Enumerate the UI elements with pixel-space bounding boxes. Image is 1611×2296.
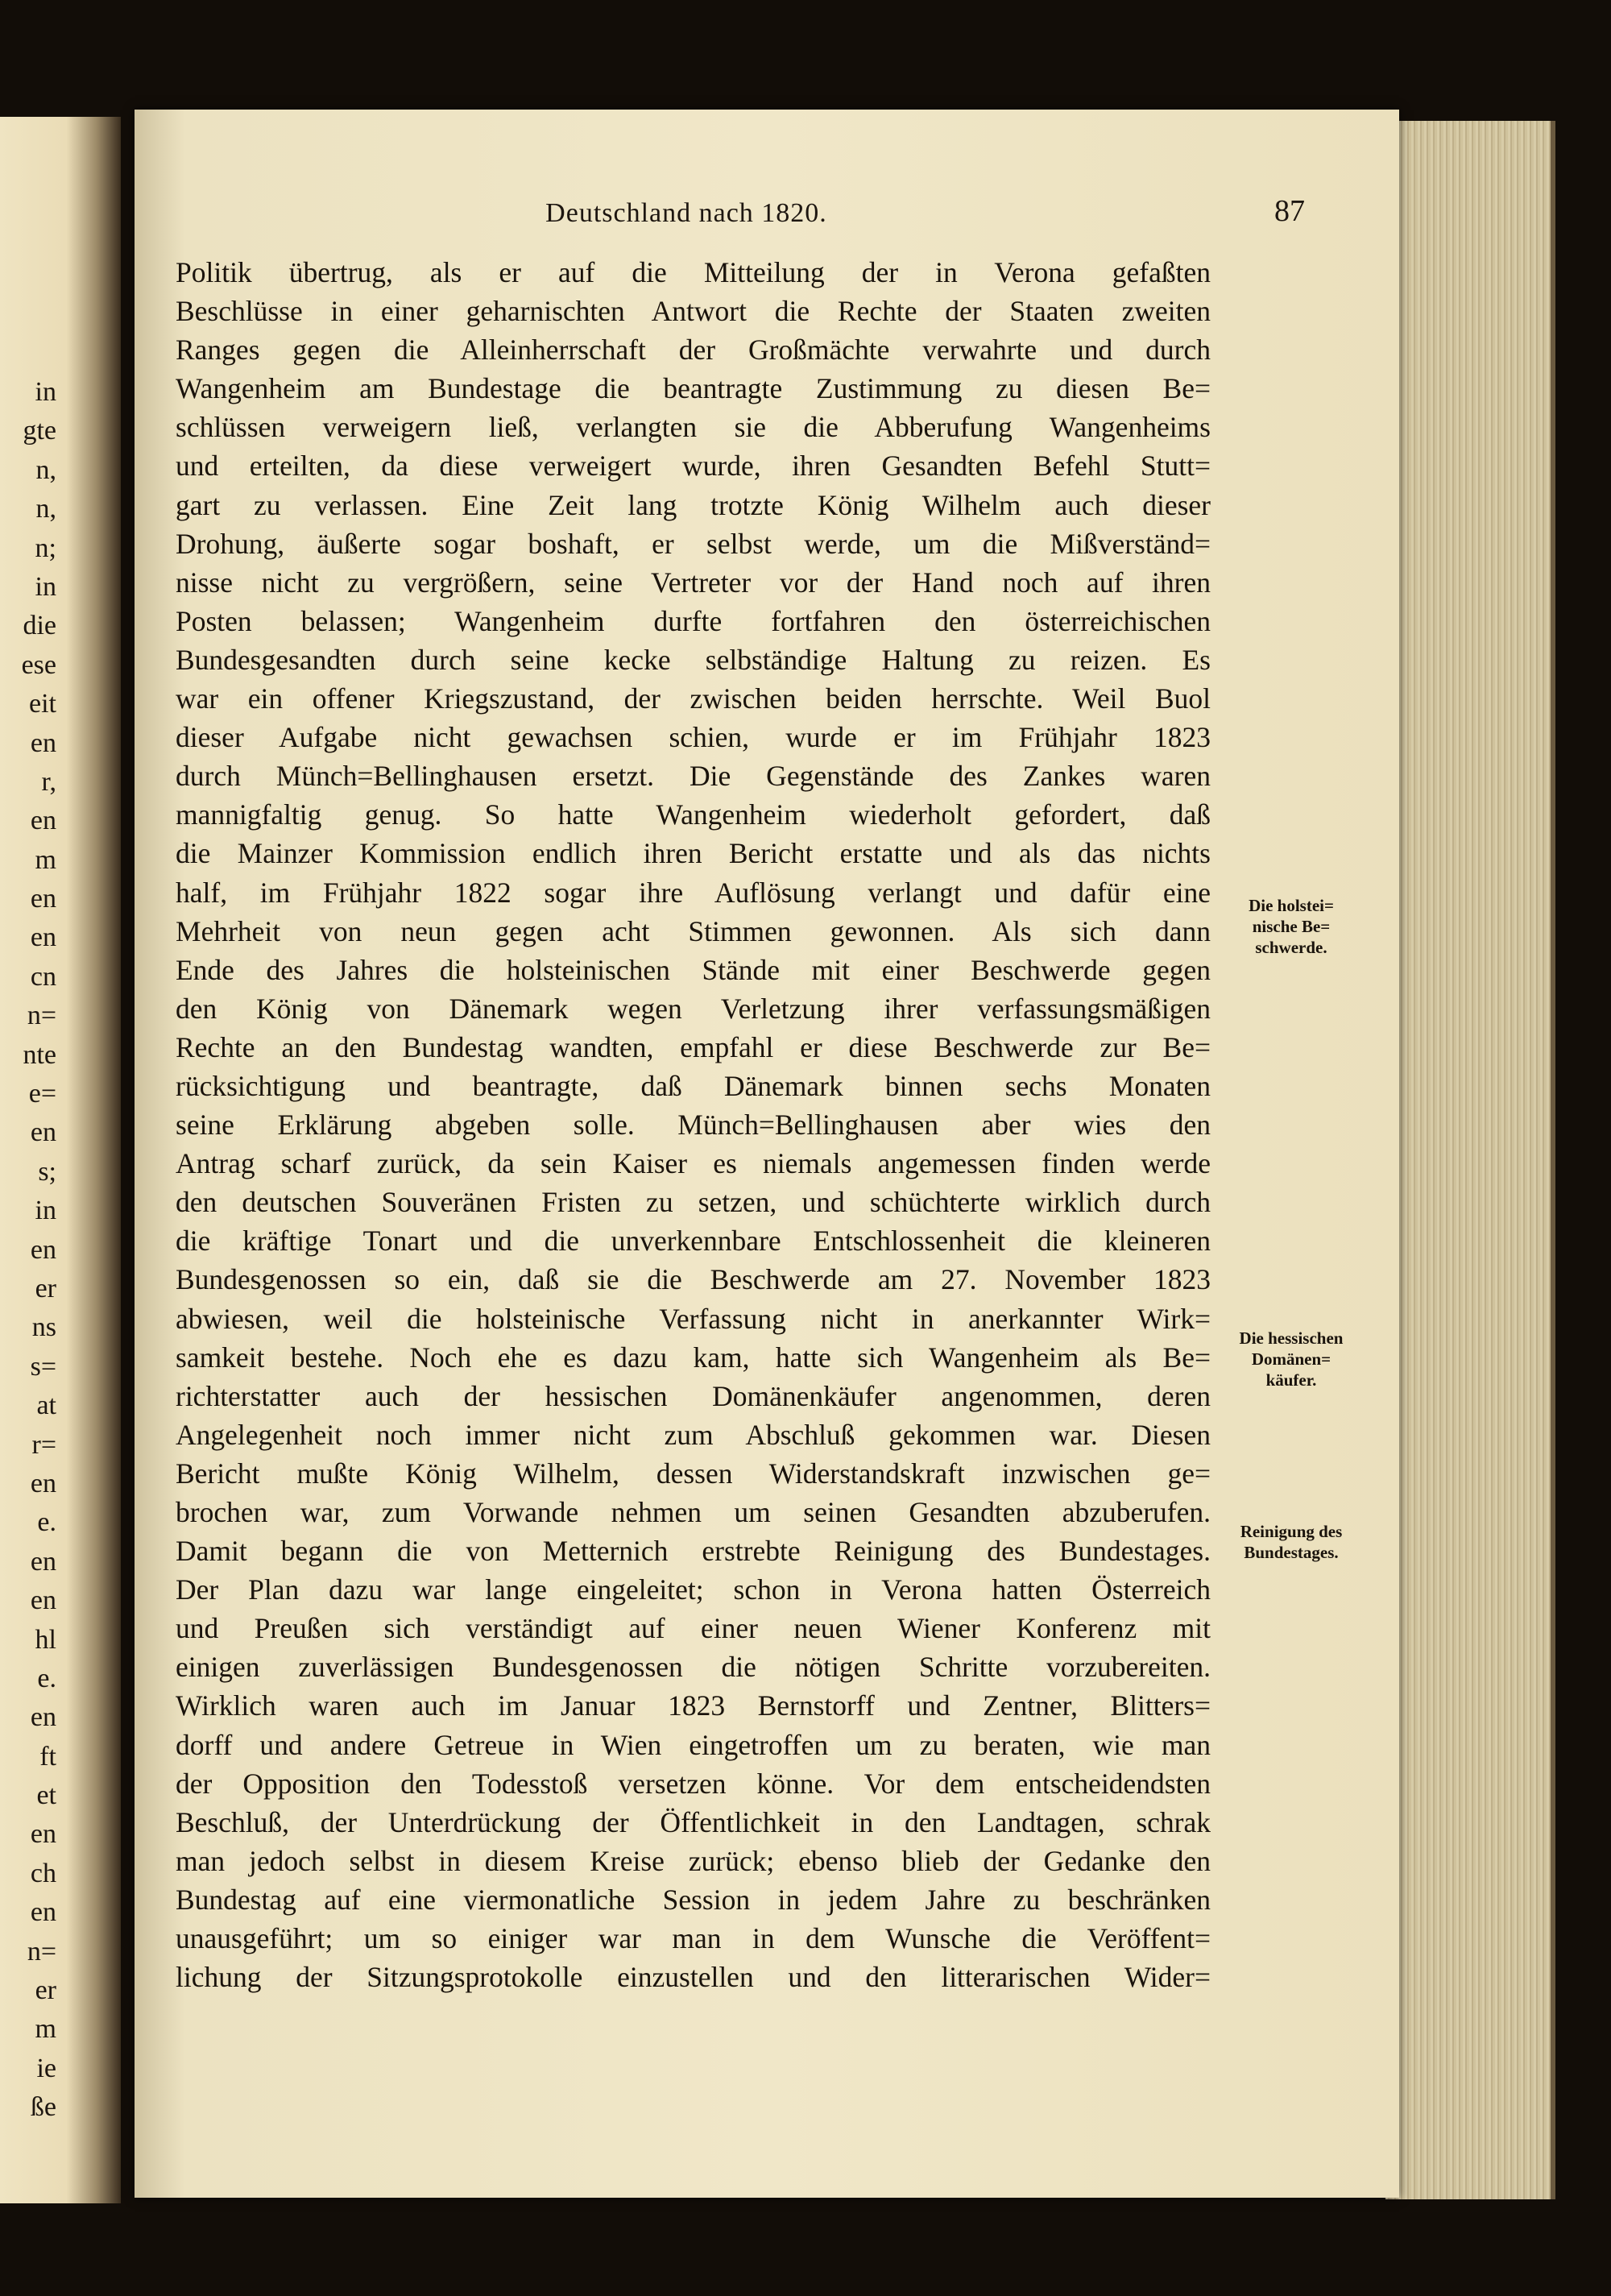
text-line: Der Plan dazu war lange eingeleitet; schon in Verona hatten Österreich	[176, 1573, 1211, 1606]
margin-note-line: Reinigung des	[1240, 1522, 1343, 1541]
text-line: Drohung, äußerte sogar boshaft, er selbst werde, um die Mißverständ=	[176, 527, 1211, 560]
left-fragment-line: eit	[29, 689, 56, 719]
margin-note-bundestag	[1223, 1521, 1360, 1563]
text-line: Bundesgesandten durch seine kecke selbständige Haltung zu reizen. Es	[176, 643, 1211, 676]
text-line: lichung der Sitzungsprotokolle einzustellen und den litterarischen Wider=	[176, 1961, 1211, 1994]
left-fragment-line: en	[30, 922, 56, 953]
body-text	[176, 253, 1211, 1996]
left-fragment-line: en	[30, 1546, 56, 1577]
left-fragment-line: in	[35, 1196, 56, 1226]
left-fragment-line: e=	[28, 1079, 56, 1109]
left-fragment-line: en	[30, 884, 56, 914]
text-line: gart zu verlassen. Eine Zeit lang trotzte König Wilhelm auch dieser	[176, 488, 1211, 521]
left-fragment-line: m	[35, 2014, 56, 2045]
left-fragment-line: en	[30, 806, 56, 836]
text-line: dorff und andere Getreue in Wien eingetroffen um zu beraten, wie man	[176, 1728, 1211, 1761]
text-line: den deutschen Souveränen Fristen zu setzen, und schüchterte wirklich durch	[176, 1186, 1211, 1219]
left-fragment-line: ch	[30, 1858, 56, 1888]
margin-note-line: Die holstei=	[1249, 896, 1334, 915]
text-line: brochen war, zum Vorwande nehmen um seinen Gesandten abzuberufen.	[176, 1496, 1211, 1528]
margin-note-line: Domänen=	[1251, 1349, 1331, 1369]
text-line: man jedoch selbst in diesem Kreise zurück; ebenso blieb der Gedanke den	[176, 1844, 1211, 1877]
left-fragment-line: en	[30, 1819, 56, 1850]
left-fragment-line: en	[30, 727, 56, 758]
left-fragment-line: ie	[36, 2053, 56, 2083]
text-line: Damit begann die von Metternich erstrebte Reinigung des Bundestages.	[176, 1535, 1211, 1568]
left-fragment-line: s;	[38, 1156, 56, 1187]
left-fragment-line: en	[30, 1702, 56, 1733]
left-fragment-line: s=	[30, 1351, 56, 1382]
text-line: Bundesgenossen so ein, daß sie die Beschwerde am 27. November 1823	[176, 1263, 1211, 1296]
left-fragment-line: n,	[35, 494, 56, 524]
text-line: samkeit bestehe. Noch ehe es dazu kam, hatte sich Wangenheim als Be=	[176, 1341, 1211, 1374]
left-fragment-line: e.	[37, 1663, 56, 1693]
text-line: abwiesen, weil die holsteinische Verfassung nicht in anerkannter Wirk=	[176, 1302, 1211, 1335]
text-line: Mehrheit von neun gegen acht Stimmen gewonnen. Als sich dann	[176, 914, 1211, 947]
left-fragment-line: en	[30, 1897, 56, 1928]
left-page-text-fragments	[0, 373, 56, 2128]
margin-note-line: Bundestages.	[1244, 1543, 1339, 1562]
text-line: und erteilten, da diese verweigert wurde, ihren Gesandten Befehl Stutt=	[176, 450, 1211, 483]
left-fragment-line: m	[35, 844, 56, 875]
text-line: Antrag scharf zurück, da sein Kaiser es niemals angemessen finden werde	[176, 1147, 1211, 1180]
text-line: half, im Frühjahr 1822 sogar ihre Auflösung verlangt und dafür eine	[176, 876, 1211, 909]
left-fragment-line: et	[36, 1780, 56, 1811]
text-line: Wangenheim am Bundestage die beantragte Zustimmung zu diesen Be=	[176, 372, 1211, 405]
left-fragment-line: n;	[35, 533, 56, 563]
right-page	[135, 110, 1399, 2198]
text-line: Rechte an den Bundestag wandten, empfahl er diese Beschwerde zur Be=	[176, 1030, 1211, 1063]
left-fragment-line: ft	[39, 1741, 56, 1772]
margin-note-holstein	[1223, 895, 1360, 958]
left-fragment-line: r=	[31, 1429, 56, 1460]
left-fragment-line: gte	[23, 416, 56, 446]
left-fragment-line: e.	[37, 1507, 56, 1538]
text-line: den König von Dänemark wegen Verletzung ihrer verfassungsmäßigen	[176, 992, 1211, 1025]
text-line: die kräftige Tonart und die unverkennbare Entschlossenheit die kleineren	[176, 1225, 1211, 1258]
text-line: und Preußen sich verständigt auf einer neuen Wiener Konferenz mit	[176, 1612, 1211, 1645]
text-line: schlüssen verweigern ließ, verlangten sie die Abberufung Wangenheims	[176, 411, 1211, 444]
left-fragment-line: in	[35, 571, 56, 602]
left-fragment-line: en	[30, 1585, 56, 1616]
text-line: Beschluß, der Unterdrückung der Öffentlichkeit in den Landtagen, schrak	[176, 1805, 1211, 1838]
left-fragment-line: hl	[35, 1624, 56, 1655]
margin-note-line: Die hessischen	[1239, 1328, 1344, 1348]
text-line: einigen zuverlässigen Bundesgenossen die nötigen Schritte vorzubereiten.	[176, 1651, 1211, 1684]
left-fragment-line: die	[23, 611, 56, 641]
running-title: Deutschland nach 1820.	[545, 198, 827, 228]
text-line: war ein offener Kriegszustand, der zwischen beiden herrschte. Weil Buol	[176, 682, 1211, 715]
text-line: mannigfaltig genug. So hatte Wangenheim wiederholt gefordert, daß	[176, 798, 1211, 831]
text-line: seine Erklärung abgeben solle. Münch=Bellinghausen aber wies den	[176, 1109, 1211, 1142]
page-number: 87	[1274, 194, 1305, 228]
text-line: Bundestag auf eine viermonatliche Session in jedem Jahre zu beschränken	[176, 1883, 1211, 1916]
margin-note-line: nische Be=	[1252, 917, 1331, 936]
text-line: der Opposition den Todesstoß versetzen könne. Vor dem entscheidendsten	[176, 1767, 1211, 1800]
left-fragment-line: en	[30, 1234, 56, 1265]
left-fragment-line: er	[35, 1273, 56, 1303]
left-fragment-line: nte	[23, 1039, 56, 1070]
text-line: nisse nicht zu vergrößern, seine Vertreter vor der Hand noch auf ihren	[176, 566, 1211, 599]
text-line: Beschlüsse in einer geharnischten Antwort die Rechte der Staaten zweiten	[176, 295, 1211, 328]
text-line: Bericht mußte König Wilhelm, dessen Widerstandskraft inzwischen ge=	[176, 1457, 1211, 1490]
text-line: richterstatter auch der hessischen Domänenkäufer angenommen, deren	[176, 1379, 1211, 1412]
left-fragment-line: at	[36, 1390, 56, 1421]
text-line: die Mainzer Kommission endlich ihren Bericht erstatte und als das nichts	[176, 837, 1211, 870]
margin-note-line: käufer.	[1265, 1370, 1317, 1390]
text-line: Wirklich waren auch im Januar 1823 Bernstorff und Zentner, Blitters=	[176, 1689, 1211, 1722]
text-line: durch Münch=Bellinghausen ersetzt. Die Gegenstände des Zankes waren	[176, 760, 1211, 793]
left-fragment-line: en	[30, 1117, 56, 1148]
left-fragment-line: ße	[30, 2092, 56, 2123]
text-line: Posten belassen; Wangenheim durfte fortfahren den österreichischen	[176, 604, 1211, 637]
page-edges	[1385, 121, 1555, 2199]
text-line: Ende des Jahres die holsteinischen Stände mit einer Beschwerde gegen	[176, 953, 1211, 986]
left-fragment-line: cn	[30, 961, 56, 992]
left-fragment-line: n=	[27, 1001, 56, 1031]
left-fragment-line: ese	[21, 649, 56, 680]
text-line: Angelegenheit noch immer nicht zum Abschluß gekommen war. Diesen	[176, 1418, 1211, 1451]
text-line: Ranges gegen die Alleinherrschaft der Großmächte verwahrte und durch	[176, 334, 1211, 367]
left-fragment-line: ns	[31, 1312, 56, 1343]
margin-note-hessian	[1223, 1328, 1360, 1390]
left-fragment-line: er	[35, 1975, 56, 2006]
left-fragment-line: en	[30, 1468, 56, 1498]
text-line: dieser Aufgabe nicht gewachsen schien, wurde er im Frühjahr 1823	[176, 721, 1211, 754]
left-page	[0, 117, 121, 2203]
text-line: Politik übertrug, als er auf die Mitteilung der in Verona gefaßten	[176, 256, 1211, 288]
text-line: rücksichtigung und beantragte, daß Dänemark binnen sechs Monaten	[176, 1069, 1211, 1102]
left-fragment-line: r,	[41, 766, 56, 797]
left-fragment-line: n=	[27, 1936, 56, 1967]
margin-note-line: schwerde.	[1255, 938, 1327, 957]
left-fragment-line: n,	[35, 454, 56, 485]
left-fragment-line: in	[35, 377, 56, 407]
text-line: unausgeführt; um so einiger war man in dem Wunsche die Veröffent=	[176, 1922, 1211, 1955]
